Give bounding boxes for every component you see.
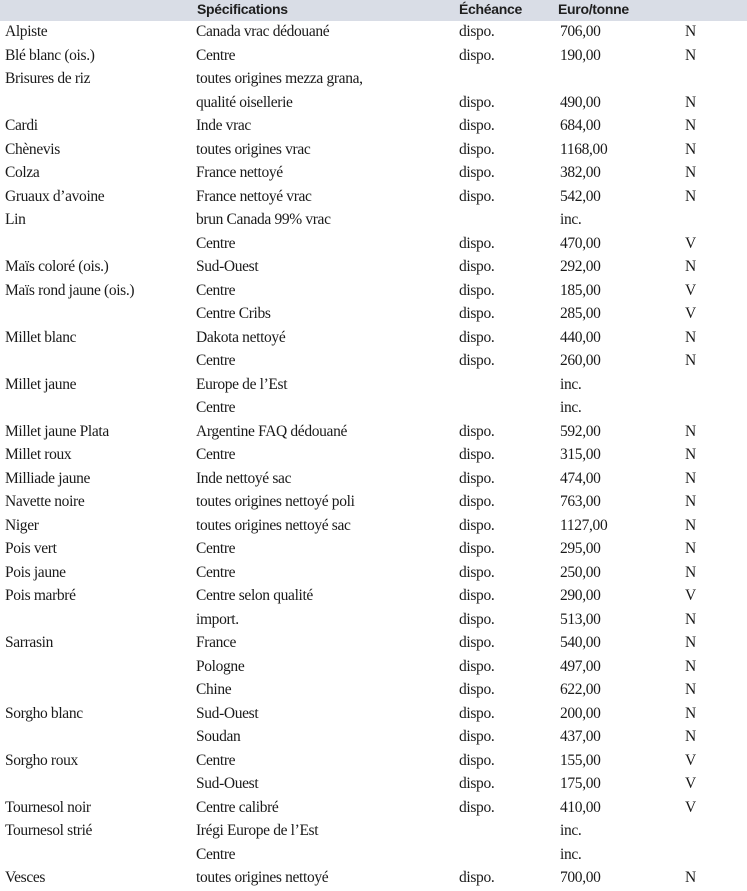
- trend-code: N: [685, 352, 696, 369]
- specification: Irégi Europe de l’Est: [196, 822, 319, 839]
- table-row: [0, 92, 747, 116]
- echeance-value: dispo.: [459, 493, 495, 510]
- price-value: 290,00: [560, 587, 601, 604]
- table-row: [0, 726, 747, 750]
- echeance-value: dispo.: [459, 140, 495, 158]
- trend-code: N: [685, 140, 696, 158]
- table-row: [0, 45, 747, 69]
- product-name: Tournesol strié: [5, 822, 93, 839]
- trend-code: N: [685, 657, 696, 675]
- table-row: [0, 656, 747, 680]
- product-name: Millet blanc: [5, 328, 77, 346]
- product-name: Niger: [5, 516, 39, 534]
- price-value: inc.: [560, 211, 582, 228]
- table-row: [0, 609, 747, 633]
- table-row: [0, 256, 747, 280]
- specification: Centre calibré: [196, 798, 279, 816]
- echeance-value: dispo.: [459, 634, 495, 651]
- echeance-value: dispo.: [459, 704, 495, 722]
- product-name: Navette noire: [5, 493, 85, 510]
- specification: toutes origines mezza grana,: [196, 70, 363, 87]
- price-value: inc.: [560, 399, 582, 416]
- product-name: Gruaux d’avoine: [5, 187, 105, 205]
- price-value: 763,00: [560, 493, 601, 510]
- echeance-value: dispo.: [459, 446, 495, 463]
- price-value: 540,00: [560, 634, 601, 651]
- trend-code: N: [685, 258, 696, 275]
- table-row: [0, 703, 747, 727]
- price-value: 382,00: [560, 164, 601, 181]
- specification: Centre: [196, 751, 236, 769]
- specification: toutes origines nettoyé poli: [196, 493, 355, 510]
- specification: Centre: [196, 281, 236, 299]
- echeance-value: dispo.: [459, 46, 495, 64]
- specification: Centre: [196, 540, 236, 557]
- product-name: Millet jaune Plata: [5, 422, 109, 440]
- specification: Centre: [196, 234, 236, 252]
- product-name: Millet jaune: [5, 375, 77, 393]
- price-value: 700,00: [560, 869, 601, 886]
- specification: Centre Cribs: [196, 305, 271, 322]
- price-table-body: [0, 21, 747, 891]
- product-name: Vesces: [5, 869, 46, 886]
- product-name: Sorgho blanc: [5, 704, 83, 722]
- specification: Sud-Ouest: [196, 258, 259, 275]
- table-row: [0, 797, 747, 821]
- table-row: [0, 562, 747, 586]
- product-name: Maïs rond jaune (ois.): [5, 281, 135, 299]
- specification: Argentine FAQ dédouané: [196, 422, 347, 440]
- specification: qualité oisellerie: [196, 93, 293, 111]
- price-value: 292,00: [560, 258, 601, 275]
- echeance-value: dispo.: [459, 587, 495, 604]
- specification: toutes origines nettoyé sac: [196, 516, 351, 534]
- trend-code: V: [685, 751, 696, 769]
- echeance-value: dispo.: [459, 258, 495, 275]
- price-value: 285,00: [560, 305, 601, 322]
- table-header: [0, 0, 747, 21]
- price-value: 410,00: [560, 798, 601, 816]
- specification: brun Canada 99% vrac: [196, 211, 331, 228]
- table-row: [0, 115, 747, 139]
- price-value: 1168,00: [560, 140, 608, 158]
- table-row: [0, 162, 747, 186]
- price-value: 592,00: [560, 422, 601, 440]
- header-euro-tonne: Euro/tonne: [558, 1, 629, 17]
- table-row: [0, 139, 747, 163]
- trend-code: N: [685, 516, 696, 534]
- specification: Canada vrac dédouané: [196, 23, 330, 40]
- specification: Sud-Ouest: [196, 704, 259, 722]
- table-row: [0, 515, 747, 539]
- price-value: 513,00: [560, 610, 601, 628]
- table-row: [0, 632, 747, 656]
- product-name: Sorgho roux: [5, 751, 78, 769]
- trend-code: V: [685, 234, 696, 252]
- specification: toutes origines vrac: [196, 140, 311, 158]
- table-row: [0, 844, 747, 868]
- trend-code: V: [685, 305, 696, 322]
- table-row: [0, 233, 747, 257]
- trend-code: N: [685, 23, 696, 40]
- table-row: [0, 421, 747, 445]
- echeance-value: dispo.: [459, 681, 495, 698]
- price-value: 155,00: [560, 751, 601, 769]
- specification: Chine: [196, 681, 232, 698]
- trend-code: N: [685, 681, 696, 698]
- table-row: [0, 350, 747, 374]
- table-row: [0, 679, 747, 703]
- echeance-value: dispo.: [459, 516, 495, 534]
- product-name: Blé blanc (ois.): [5, 46, 95, 64]
- specification: Centre: [196, 46, 236, 64]
- specification: Centre selon qualité: [196, 587, 313, 604]
- echeance-value: dispo.: [459, 869, 495, 886]
- table-row: [0, 397, 747, 421]
- table-row: [0, 585, 747, 609]
- trend-code: N: [685, 422, 696, 440]
- specification: Centre: [196, 563, 236, 581]
- specification: France nettoyé vrac: [196, 187, 312, 205]
- trend-code: N: [685, 446, 696, 463]
- price-value: 315,00: [560, 446, 601, 463]
- table-row: [0, 303, 747, 327]
- echeance-value: dispo.: [459, 305, 495, 322]
- specification: Inde vrac: [196, 117, 251, 134]
- trend-code: N: [685, 563, 696, 581]
- echeance-value: dispo.: [459, 234, 495, 252]
- price-value: 542,00: [560, 187, 601, 205]
- echeance-value: dispo.: [459, 728, 495, 745]
- echeance-value: dispo.: [459, 469, 495, 487]
- trend-code: V: [685, 798, 696, 816]
- header-echeance: Échéance: [459, 1, 522, 17]
- price-value: 706,00: [560, 23, 601, 40]
- table-row: [0, 468, 747, 492]
- product-name: Colza: [5, 164, 40, 181]
- trend-code: N: [685, 493, 696, 510]
- specification: Soudan: [196, 728, 241, 745]
- product-name: Pois vert: [5, 540, 57, 557]
- echeance-value: dispo.: [459, 563, 495, 581]
- specification: Sud-Ouest: [196, 775, 259, 792]
- product-name: Pois jaune: [5, 563, 66, 581]
- price-value: 1127,00: [560, 516, 608, 534]
- trend-code: N: [685, 540, 696, 557]
- trend-code: N: [685, 869, 696, 886]
- echeance-value: dispo.: [459, 751, 495, 769]
- price-value: 250,00: [560, 563, 601, 581]
- echeance-value: dispo.: [459, 328, 495, 346]
- table-row: [0, 280, 747, 304]
- echeance-value: dispo.: [459, 187, 495, 205]
- price-value: 437,00: [560, 728, 601, 745]
- echeance-value: dispo.: [459, 23, 495, 40]
- price-value: 175,00: [560, 775, 601, 792]
- table-row: [0, 327, 747, 351]
- product-name: Alpiste: [5, 23, 48, 40]
- trend-code: V: [685, 587, 696, 604]
- specification: Centre: [196, 845, 236, 863]
- product-name: Sarrasin: [5, 634, 53, 651]
- product-name: Milliade jaune: [5, 469, 91, 487]
- trend-code: N: [685, 610, 696, 628]
- table-row: [0, 444, 747, 468]
- price-value: 200,00: [560, 704, 601, 722]
- trend-code: N: [685, 469, 696, 487]
- header-specifications: Spécifications: [197, 1, 288, 17]
- specification: France: [196, 634, 237, 651]
- trend-code: N: [685, 164, 696, 181]
- specification: Pologne: [196, 657, 245, 675]
- table-row: [0, 867, 747, 891]
- trend-code: N: [685, 728, 696, 745]
- echeance-value: dispo.: [459, 798, 495, 816]
- price-value: 185,00: [560, 281, 601, 299]
- price-value: inc.: [560, 845, 582, 863]
- product-name: Lin: [5, 211, 26, 228]
- table-row: [0, 538, 747, 562]
- echeance-value: dispo.: [459, 657, 495, 675]
- table-row: [0, 209, 747, 233]
- table-row: [0, 68, 747, 92]
- price-value: 470,00: [560, 234, 601, 252]
- price-value: 190,00: [560, 46, 601, 64]
- product-name: Pois marbré: [5, 587, 76, 604]
- price-value: 622,00: [560, 681, 601, 698]
- trend-code: N: [685, 328, 696, 346]
- trend-code: N: [685, 93, 696, 111]
- price-value: inc.: [560, 822, 582, 839]
- table-row: [0, 773, 747, 797]
- product-name: Tournesol noir: [5, 798, 91, 816]
- echeance-value: dispo.: [459, 540, 495, 557]
- echeance-value: dispo.: [459, 281, 495, 299]
- table-row: [0, 750, 747, 774]
- table-row: [0, 186, 747, 210]
- echeance-value: dispo.: [459, 775, 495, 792]
- echeance-value: dispo.: [459, 164, 495, 181]
- price-value: 497,00: [560, 657, 601, 675]
- specification: import.: [196, 610, 239, 628]
- specification: Centre: [196, 352, 236, 369]
- trend-code: N: [685, 704, 696, 722]
- trend-code: V: [685, 281, 696, 299]
- specification: France nettoyé: [196, 164, 283, 181]
- specification: Centre: [196, 446, 236, 463]
- product-name: Millet roux: [5, 446, 72, 463]
- trend-code: N: [685, 46, 696, 64]
- product-name: Cardi: [5, 117, 38, 134]
- echeance-value: dispo.: [459, 117, 495, 134]
- price-value: 474,00: [560, 469, 601, 487]
- table-row: [0, 491, 747, 515]
- table-row: [0, 374, 747, 398]
- price-value: 260,00: [560, 352, 601, 369]
- specification: Europe de l’Est: [196, 375, 288, 393]
- price-value: inc.: [560, 375, 582, 393]
- trend-code: N: [685, 634, 696, 651]
- price-value: 490,00: [560, 93, 601, 111]
- table-row: [0, 21, 747, 45]
- specification: toutes origines nettoyé: [196, 869, 329, 886]
- trend-code: V: [685, 775, 696, 792]
- specification: Dakota nettoyé: [196, 328, 286, 346]
- specification: Inde nettoyé sac: [196, 469, 292, 487]
- product-name: Brisures de riz: [5, 70, 91, 87]
- table-row: [0, 820, 747, 844]
- price-value: 684,00: [560, 117, 601, 134]
- echeance-value: dispo.: [459, 422, 495, 440]
- price-value: 440,00: [560, 328, 601, 346]
- price-value: 295,00: [560, 540, 601, 557]
- echeance-value: dispo.: [459, 352, 495, 369]
- trend-code: N: [685, 187, 696, 205]
- product-name: Maïs coloré (ois.): [5, 258, 109, 275]
- product-name: Chènevis: [5, 140, 60, 158]
- echeance-value: dispo.: [459, 610, 495, 628]
- trend-code: N: [685, 117, 696, 134]
- specification: Centre: [196, 399, 236, 416]
- echeance-value: dispo.: [459, 93, 495, 111]
